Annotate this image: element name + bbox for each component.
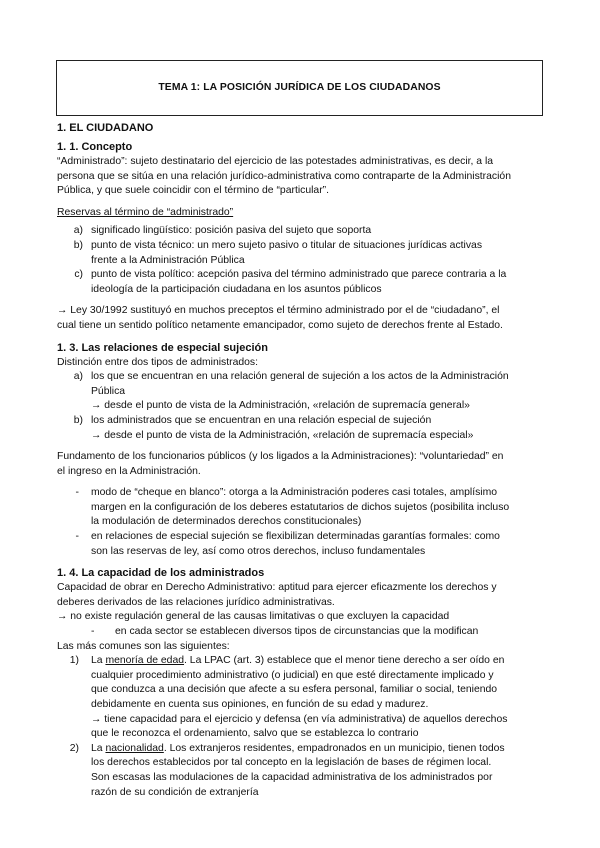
- fundamento-paragraph: [57, 450, 543, 479]
- text-line: “Administrado”: sujeto destinatario del ejercicio de las potestades administrativas, es decir, a la: [57, 156, 494, 167]
- list-item: [57, 530, 543, 559]
- text-line: el ingreso en la Administración.: [57, 465, 201, 477]
- text-line: punto de vista técnico: un mero sujeto pasivo o titular de situaciones jurídicas activas: [91, 239, 483, 251]
- list-item: [57, 224, 543, 239]
- fundamento-dash-list: [57, 486, 543, 559]
- text-line: Son escasas las modulaciones de la capacidad administrativa de los administrados por: [91, 771, 493, 783]
- text-line: en cada sector se establecen diversos tipos de circunstancias que la modifican: [115, 626, 479, 638]
- subsection-heading-relaciones: 1. 3. Las relaciones de especial sujeción: [57, 341, 268, 354]
- document-content: [57, 121, 543, 800]
- list-marker: 2): [69, 742, 79, 754]
- list-item: [57, 370, 543, 399]
- document-title: TEMA 1: LA POSICIÓN JURÍDICA DE LOS CIUDADANOS: [158, 81, 441, 93]
- list-marker: c): [74, 269, 83, 281]
- term-underlined: nacionalidad: [105, 742, 164, 754]
- text-line: Capacidad de obrar en Derecho Administrativo: aptitud para ejercer eficazmente los derechos y: [57, 582, 497, 594]
- list-marker: -: [75, 487, 79, 499]
- term-underlined: menoría de edad: [105, 655, 185, 667]
- list-item: [57, 742, 543, 800]
- text-line: punto de vista político: acepción pasiva del término administrado que parece contraria a la: [91, 269, 507, 281]
- text-fragment: La: [91, 655, 106, 667]
- text-line: margen en la configuración de los deberes estatutarios de dichos sujetos (posibilita incluso: [91, 501, 510, 513]
- list-marker: b): [73, 239, 83, 251]
- reservas-title: Reservas al término de “administrado”: [57, 206, 234, 218]
- list-item: [57, 239, 543, 268]
- list-item: [57, 414, 543, 429]
- text-line: que conduzca a una decisión que afecte a su esfera personal, familiar o social, teniendo: [91, 684, 498, 696]
- text-line: que le reconozca el ordenamiento, salvo que se establezca lo contrario: [91, 728, 419, 740]
- list-item: [57, 486, 543, 530]
- arrow-note: → tiene capacidad para el ejercicio y defensa (en vía administrativa) de aquellos derechos: [91, 713, 508, 725]
- text-line: Pública: [91, 385, 126, 397]
- text-line: modo de “cheque en blanco”: otorga a la Administración poderes casi totales, amplísimo: [91, 487, 498, 499]
- text-line: la modulación de determinados derechos constitucionales): [91, 516, 362, 528]
- arrow-note: → desde el punto de vista de la Administración, «relación de supremacía especial»: [91, 429, 474, 441]
- list-item: [57, 654, 543, 742]
- text-fragment: La: [91, 742, 106, 754]
- text-line: → Ley 30/1992 sustituyó en muchos preceptos el término administrado por el de “ciudadano”, el: [57, 305, 500, 317]
- text-line: Pública, y que suele coincidir con el término de “particular”.: [57, 185, 330, 197]
- reservas-list: [57, 224, 543, 297]
- text-line: los derechos establecidos por tal concepto en la legislación de bases de régimen local.: [91, 757, 492, 769]
- text-line: los administrados que se encuentran en una relación especial de sujeción: [91, 414, 432, 426]
- text-line: debidamente en cuenta sus opiniones, en función de su edad y madurez.: [91, 699, 429, 710]
- list-marker: a): [73, 371, 83, 383]
- section-heading-ciudadano: 1. EL CIUDADANO: [57, 122, 154, 134]
- text-line: [91, 742, 543, 757]
- relaciones-intro: Distinción entre dos tipos de administrados:: [57, 356, 258, 368]
- text-line: los que se encuentran en una relación general de sujeción a los actos de la Administración: [91, 371, 509, 383]
- list-item: [57, 268, 543, 297]
- text-line: frente a la Administración Pública: [91, 254, 245, 266]
- text-line: ideología de la participación ciudadana en los asuntos públicos: [91, 283, 382, 295]
- text-line: son las reservas de ley, así como otros derechos, incluso fundamentales: [91, 545, 426, 557]
- text-fragment: . La LPAC (art. 3) establece que el menor tiene derecho a ser oído en: [184, 655, 505, 667]
- text-line: Fundamento de los funcionarios públicos (y los ligados a la Administraciones): “voluntariedad” en: [57, 451, 504, 463]
- text-line: deberes derivados de las relaciones jurídico administrativas.: [57, 596, 335, 608]
- subsection-heading-capacidad: 1. 4. La capacidad de los administrados: [57, 567, 265, 580]
- text-line: en relaciones de especial sujeción se flexibilizan determinadas garantías formales: como: [91, 531, 500, 543]
- text-line: persona que se sitúa en una relación jurídico-administrativa como contraparte de la Administración: [57, 170, 511, 182]
- capacidad-intro: [57, 581, 543, 610]
- concepto-paragraph: [57, 155, 543, 199]
- capacidad-comunes: Las más comunes son las siguientes:: [57, 640, 230, 652]
- list-marker: b): [73, 414, 83, 426]
- text-line: [91, 654, 543, 669]
- list-marker: a): [73, 225, 83, 237]
- subsection-heading-concepto: 1. 1. Concepto: [57, 141, 133, 153]
- list-marker: -: [91, 626, 95, 638]
- ley-note: [57, 304, 543, 333]
- capacidad-dash-item: [57, 625, 543, 640]
- text-line: cual tiene un sentido político netamente emancipador, como sujeto de derechos frente al Estado.: [57, 319, 503, 331]
- text-line: cualquier procedimiento administrativo (o judicial) en que esté directamente implicado y: [91, 669, 494, 681]
- relaciones-list: [57, 370, 543, 443]
- list-marker: 1): [69, 655, 79, 667]
- text-line: razón de su condición de extranjería: [91, 786, 259, 798]
- capacidad-numbered-list: [57, 654, 543, 800]
- document-title-box: [56, 60, 543, 116]
- arrow-note: → desde el punto de vista de la Administración, «relación de supremacía general»: [91, 400, 470, 412]
- list-marker: -: [75, 531, 79, 543]
- text-line: significado lingüístico: posición pasiva del sujeto que soporta: [91, 225, 372, 237]
- text-fragment: . Los extranjeros residentes, empadronados en un municipio, tienen todos: [163, 742, 505, 754]
- capacidad-arrow-note: → no existe regulación general de las causas limitativas o que excluyen la capacidad: [57, 611, 450, 623]
